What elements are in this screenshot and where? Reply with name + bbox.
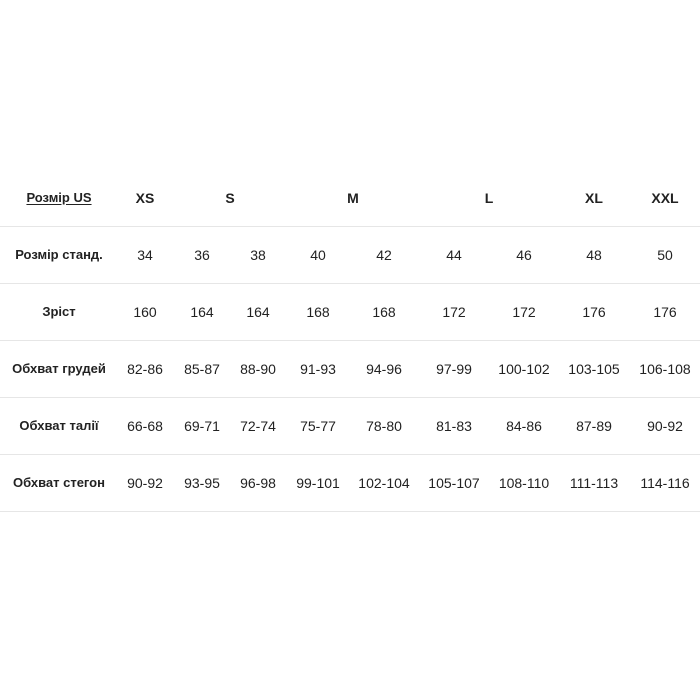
table-cell: 78-80 [366,418,402,434]
table-cell: 176 [582,304,606,320]
table-cell: 164 [190,304,214,320]
table-cell: 103-105 [568,361,620,377]
row-label: Розмір станд. [15,247,103,262]
table-cell: 85-87 [184,361,220,377]
table-cell: 34 [137,247,153,263]
table-cell: 97-99 [436,361,472,377]
table-cell: 72-74 [240,418,276,434]
table-cell: 102-104 [358,475,410,491]
size-us-xxl: XXL [651,190,679,206]
table-cell: 111-113 [569,475,619,491]
table-cell: 172 [442,304,466,320]
table-cell: 87-89 [576,418,612,434]
table-cell: 114-116 [640,475,690,491]
table-cell: 90-92 [127,475,163,491]
table-cell: 100-102 [498,361,550,377]
table-cell: 168 [306,304,330,320]
size-us-l: L [484,190,494,206]
table-cell: 44 [446,247,462,263]
size-us-xl: XL [585,190,603,206]
table-cell: 36 [194,247,210,263]
table-cell: 96-98 [240,475,276,491]
size-us-xs: XS [135,190,155,206]
table-cell: 168 [372,304,396,320]
table-cell: 164 [246,304,270,320]
table-cell: 38 [250,247,266,263]
table-cell: 108-110 [498,475,550,491]
table-cell: 105-107 [428,475,480,491]
table-cell: 50 [657,247,673,263]
table-row [0,455,700,512]
size-chart-table [0,170,700,512]
table-cell: 75-77 [300,418,336,434]
table-cell: 172 [512,304,536,320]
table-cell: 40 [310,247,326,263]
table-cell: 160 [133,304,157,320]
header-label: Розмір US [26,190,92,205]
size-us-s: S [225,190,235,206]
table-row [0,284,700,341]
header-row [0,170,700,227]
row-label: Обхват грудей [12,361,106,376]
row-label: Обхват талії [19,418,99,433]
table-row [0,341,700,398]
table-cell: 106-108 [639,361,691,377]
table-cell: 94-96 [366,361,402,377]
table-cell: 48 [586,247,602,263]
table-cell: 91-93 [300,361,336,377]
row-label: Зріст [42,304,76,319]
table-cell: 90-92 [647,418,683,434]
table-cell: 93-95 [184,475,220,491]
table-cell: 84-86 [506,418,542,434]
table-cell: 81-83 [436,418,472,434]
table-cell: 66-68 [127,418,163,434]
table-row [0,398,700,455]
table-cell: 176 [653,304,677,320]
table-cell: 99-101 [296,475,340,491]
table-cell: 82-86 [127,361,163,377]
size-us-m: M [347,190,359,206]
table-row [0,227,700,284]
row-label: Обхват стегон [13,475,105,490]
table-cell: 42 [376,247,392,263]
table-cell: 69-71 [184,418,220,434]
table-cell: 46 [516,247,532,263]
table-cell: 88-90 [240,361,276,377]
